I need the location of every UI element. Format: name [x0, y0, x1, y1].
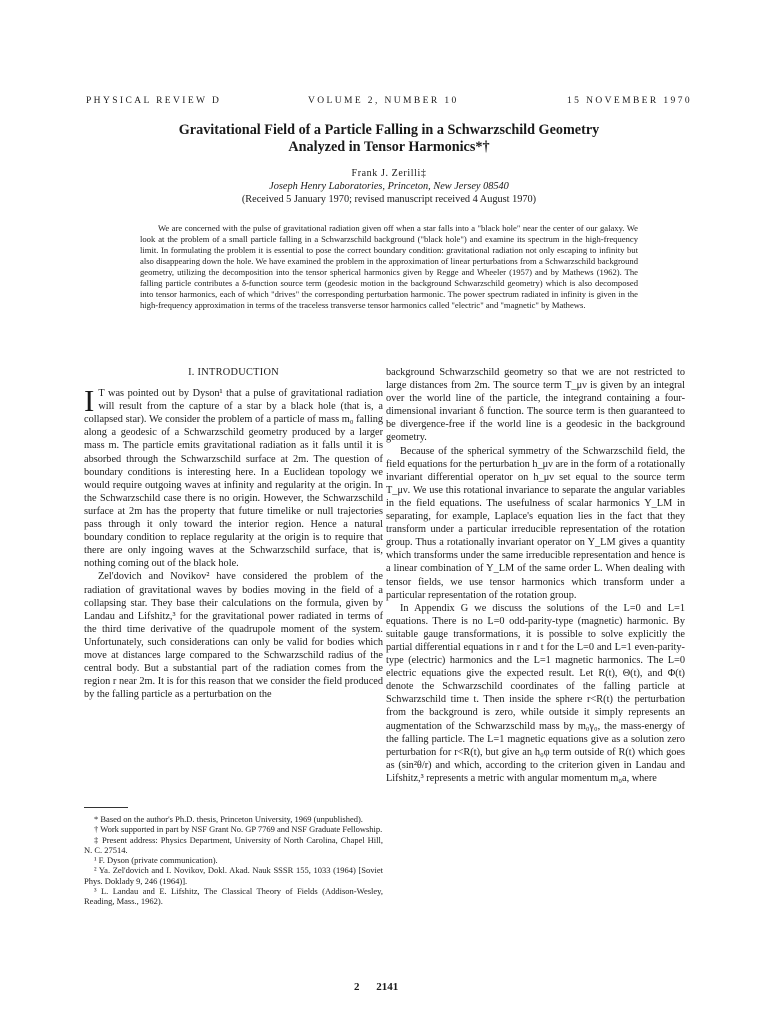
- drop-cap: I: [84, 383, 95, 419]
- footer-volume: 2: [354, 981, 360, 993]
- right-paragraph-1: background Schwarzschild geometry so that we are not restricted to large distances from 2m. The source term T_μν is given by an integral over the world line of the particle, the integrand containing a four-dimensional invariant δ function. The source term is then guaranteed to be divergence-free if the world line is a geodesic in the background geometry.: [386, 367, 685, 444]
- page-footer: [354, 981, 398, 993]
- running-head: [86, 96, 692, 110]
- footnote-ref-1: ¹ F. Dyson (private communication).: [94, 855, 218, 866]
- footnote-grant: † Work supported in part by NSF Grant No. GP 7769 and NSF Graduate Fellowship.: [94, 824, 383, 835]
- intro-paragraph-1-text: T was pointed out by Dyson¹ that a pulse of gravitational radiation will result from the capture of a star by a black hole (that is, a collapsed star). We consider the problem of a particle of mass m₀ falling along a geodesic of a Schwarzschild geometry produced by a larger mass m. The particle emits gravitational radiation as it falls until it is absorbed through the Schwarzschild surface at 2m. The question of boundary conditions is interesting here. In a Euclidean topology we would require outgoing waves at infinity and regularity at the origin. In the Schwarzschild case there is no origin. However, the Schwarzschild surface at 2m has the property that future timelike or null trajectories pass through it only toward the interior region. Hence a natural boundary condition to replace regularity at the origin is to require that there are only ingoing waves at the Schwarzschild surface, that is, nothing coming out of the black hole.: [84, 388, 383, 570]
- right-column: [386, 366, 685, 785]
- footnote-thesis: * Based on the author's Ph.D. thesis, Princeton University, 1969 (unpublished).: [94, 814, 363, 824]
- abstract: We are concerned with the pulse of gravitational radiation given off when a star falls into a "black hole" near the center of our galaxy. We look at the problem of a small particle falling in a Schwarzschild background ("black hole") and examine its spectrum in the high-frequency limit. In formulating the problem it is essential to pose the correct boundary condition: gravitational radiation not only escaping to infinity but also disappearing down the hole. We have examined the problem in the approximation of linear perturbations from a Schwarzschild background geometry, utilizing the decomposition into the tensor spherical harmonics given by Regge and Wheeler (1957) and by Mathews (1962). The falling particle contributes a δ-function source term (geodesic motion in the background Schwarzschild geometry) which is also decomposed into tensor harmonics, each of which "drives" the corresponding perturbation harmonic. The power spectrum radiated in infinity is given in the high-frequency approximation in terms of the traceless transverse tensor harmonics called "electric" and "magnetic" by Mathews.: [140, 222, 638, 311]
- intro-paragraph-2: Zel'dovich and Novikov² have considered the problem of the radiation of gravitational waves by bodies moving in the field of a collapsing star. They base their calculations on the formula, given by Landau and Lifshitz,³ for the gravitational power radiated in terms of the third time derivative of the quadrupole moment of the system. Unfortunately, such considerations can only be valid for bodies which move at distances large compared to the Schwarzschild radius of the central body. But a substantial part of the radiation comes from the region r near 2m. It is for this reason that we consider the field produced by the falling particle as a perturbation on the: [84, 571, 383, 701]
- page-number: 2141: [376, 981, 399, 993]
- footnotes: [84, 807, 383, 907]
- right-paragraph-2: Because of the spherical symmetry of the Schwarzschild field, the field equations for the perturbation h_μν are in the form of a rotationally invariant differential operator on h_μν set equal to the source term T_μν. We use this rotational invariance to separate the angular variables in the field equations. The usefulness of scalar harmonics Y_LM in separating, for example, Laplace's equation lies in the fact that they transform under a particular irreducible representation of the rotation group. Thus a rotationally invariant operator on Y_LM gives a quantity which transforms under the same irreducible representation and hence is a linear combination of Y_LM of the same order L. When dealing with tensor fields, we use tensor harmonics which transform under a particular representation of the rotation group.: [386, 445, 685, 601]
- article-title: [86, 122, 692, 156]
- title-line-2: Analyzed in Tensor Harmonics*†: [288, 139, 490, 155]
- journal-name: PHYSICAL REVIEW D: [86, 96, 222, 106]
- received-dates: (Received 5 January 1970; revised manuscript received 4 August 1970): [241, 194, 537, 205]
- footnote-address: ‡ Present address: Physics Department, University of North Carolina, Chapel Hill, N. C. 27514.: [84, 834, 383, 855]
- footnote-divider: [84, 807, 128, 808]
- volume-number: VOLUME 2, NUMBER 10: [308, 96, 459, 106]
- section-heading: I. INTRODUCTION: [188, 367, 279, 378]
- footnote-ref-2: ² Ya. Zel'dovich and I. Novikov, Dokl. Akad. Nauk SSSR 155, 1033 (1964) [Soviet Phys. Doklady 9, 246 (1964)].: [84, 865, 383, 886]
- left-column: [84, 366, 383, 701]
- author-name: Frank J. Zerilli‡: [351, 168, 427, 179]
- author-affiliation: Joseph Henry Laboratories, Princeton, New Jersey 08540: [269, 181, 509, 192]
- title-line-1: Gravitational Field of a Particle Falling in a Schwarzschild Geometry: [178, 122, 600, 138]
- issue-date: 15 NOVEMBER 1970: [567, 96, 692, 106]
- footnote-ref-3: ³ L. Landau and E. Lifshitz, The Classical Theory of Fields (Addison-Wesley, Reading, Mass., 1962).: [84, 886, 383, 907]
- right-paragraph-3: In Appendix G we discuss the solutions of the L=0 and L=1 equations. There is no L=0 odd-parity-type (magnetic) harmonic. By suitable gauge transformations, it is possible to solve explicitly the partial differential equations in r and t for the L=0 and L=1 even-parity-type (electric) harmonics and the L=1 magnetic harmonics. The L=0 electric equations give the expected result. Let R(t), Θ(t), and Φ(t) denote the Schwarzschild coordinates of the falling particle at Schwarzschild time t. Then inside the sphere r<R(t) the perturbation from the background is zero, while outside it simply represents an augmentation of the Schwarzschild mass by m₀γ₀, the mass-energy of the falling particle. The L=1 magnetic equations give as a solution zero perturbation for r<R(t), but give an h₀φ term outside of R(t) which goes as (sin²θ/r) and which, according to the criterion given in Landau and Lifshitz,³ represents a metric with angular momentum m₀a, where: [386, 602, 685, 784]
- intro-paragraph-1: [84, 383, 383, 570]
